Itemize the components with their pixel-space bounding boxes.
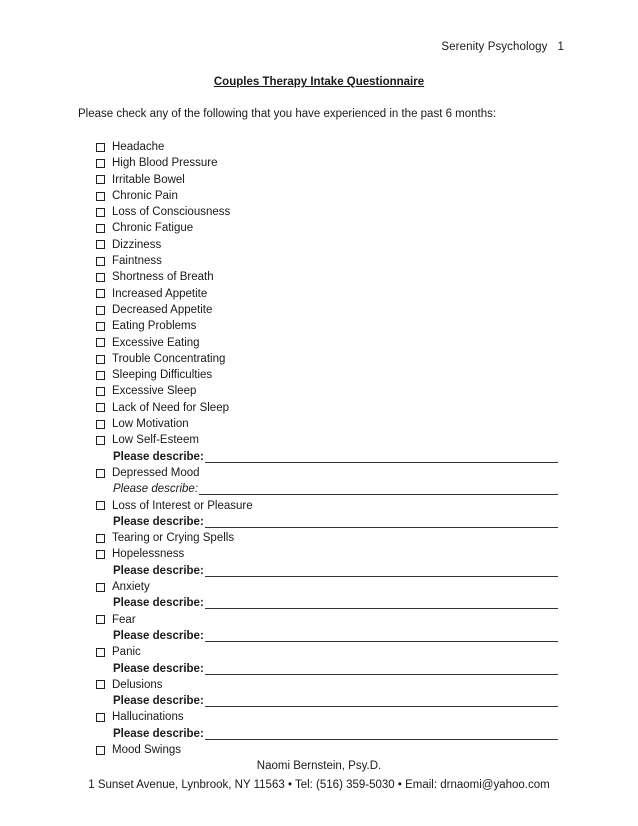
describe-label: Please describe: <box>113 450 204 463</box>
checklist-item <box>96 416 566 432</box>
checkbox[interactable] <box>96 469 105 478</box>
checkbox[interactable] <box>96 143 105 152</box>
checklist-item-label: Hopelessness <box>112 548 185 561</box>
describe-blank[interactable] <box>205 597 558 609</box>
describe-label: Please describe: <box>113 695 204 708</box>
checkbox[interactable] <box>96 208 105 217</box>
checklist-item-label: Fear <box>112 613 136 626</box>
footer <box>0 757 638 795</box>
describe-blank[interactable] <box>199 483 558 495</box>
checklist-item-label: Excessive Sleep <box>112 385 197 398</box>
checkbox[interactable] <box>96 648 105 657</box>
checkbox[interactable] <box>96 240 105 249</box>
checkbox[interactable] <box>96 159 105 168</box>
checklist-item <box>96 220 566 236</box>
checklist-item <box>96 400 566 416</box>
checkbox[interactable] <box>96 387 105 396</box>
checklist-item-label: Sleeping Difficulties <box>112 369 213 382</box>
checklist-item <box>96 139 566 155</box>
checklist-item-label: Lack of Need for Sleep <box>112 401 229 414</box>
checklist-item-label: Delusions <box>112 678 163 691</box>
describe-blank[interactable] <box>205 516 558 528</box>
checkbox[interactable] <box>96 338 105 347</box>
checklist-item-label: Increased Appetite <box>112 287 208 300</box>
checkbox[interactable] <box>96 224 105 233</box>
checkbox[interactable] <box>96 322 105 331</box>
symptom-checklist <box>96 139 566 758</box>
checklist-item-label: Dizziness <box>112 238 162 251</box>
describe-line <box>96 595 566 611</box>
header-org: Serenity Psychology <box>441 41 548 53</box>
checklist-item <box>96 546 566 562</box>
instructions-text: Please check any of the following that you have experienced in the past 6 months: <box>78 108 497 120</box>
checkbox[interactable] <box>96 289 105 298</box>
checklist-item-label: Depressed Mood <box>112 466 200 479</box>
describe-line <box>96 481 566 497</box>
checklist-item-label: Hallucinations <box>112 711 184 724</box>
checkbox[interactable] <box>96 534 105 543</box>
describe-label: Please describe: <box>113 564 204 577</box>
checklist-item-label: Faintness <box>112 255 162 268</box>
checklist-item-label: Tearing or Crying Spells <box>112 532 235 545</box>
describe-blank[interactable] <box>205 451 558 463</box>
checklist-item <box>96 286 566 302</box>
checklist-item <box>96 677 566 693</box>
checklist-item <box>96 612 566 628</box>
checklist-item-label: Shortness of Breath <box>112 271 214 284</box>
describe-label: Please describe: <box>113 483 199 496</box>
describe-label: Please describe: <box>113 727 204 740</box>
checklist-item-label: Irritable Bowel <box>112 173 185 186</box>
checklist-item <box>96 367 566 383</box>
describe-line <box>96 661 566 677</box>
checkbox[interactable] <box>96 550 105 559</box>
checklist-item-label: Low Motivation <box>112 418 189 431</box>
checklist-item <box>96 742 566 758</box>
describe-label: Please describe: <box>113 629 204 642</box>
checkbox[interactable] <box>96 192 105 201</box>
checklist-item <box>96 432 566 448</box>
checkbox[interactable] <box>96 501 105 510</box>
checkbox[interactable] <box>96 257 105 266</box>
running-header <box>441 41 564 53</box>
describe-label: Please describe: <box>113 515 204 528</box>
checklist-item <box>96 237 566 253</box>
checklist-item <box>96 383 566 399</box>
page-number: 1 <box>557 41 564 53</box>
checklist-item <box>96 709 566 725</box>
checklist-item <box>96 188 566 204</box>
checklist-item <box>96 335 566 351</box>
checkbox[interactable] <box>96 436 105 445</box>
checklist-item <box>96 269 566 285</box>
describe-label: Please describe: <box>113 662 204 675</box>
checklist-item-label: Excessive Eating <box>112 336 200 349</box>
describe-blank[interactable] <box>205 695 558 707</box>
checkbox[interactable] <box>96 306 105 315</box>
checkbox[interactable] <box>96 680 105 689</box>
checklist-item-label: Trouble Concentrating <box>112 352 226 365</box>
describe-line <box>96 563 566 579</box>
describe-blank[interactable] <box>205 630 558 642</box>
checklist-item-label: Chronic Fatigue <box>112 222 194 235</box>
checklist-item <box>96 302 566 318</box>
checklist-item-label: Eating Problems <box>112 320 197 333</box>
checklist-item <box>96 644 566 660</box>
checkbox[interactable] <box>96 371 105 380</box>
checkbox[interactable] <box>96 403 105 412</box>
checkbox[interactable] <box>96 273 105 282</box>
describe-blank[interactable] <box>205 728 558 740</box>
checkbox[interactable] <box>96 713 105 722</box>
checklist-item <box>96 465 566 481</box>
footer-contact: 1 Sunset Avenue, Lynbrook, NY 11563 • Tel: (516) 359-5030 • Email: drnaomi@yahoo.com <box>88 779 550 791</box>
describe-blank[interactable] <box>205 565 558 577</box>
checklist-item <box>96 351 566 367</box>
describe-blank[interactable] <box>205 663 558 675</box>
checklist-item <box>96 172 566 188</box>
checkbox[interactable] <box>96 746 105 755</box>
checklist-item-label: Panic <box>112 646 141 659</box>
checklist-item-label: Low Self-Esteem <box>112 434 199 447</box>
footer-name: Naomi Bernstein, Psy.D. <box>256 760 382 772</box>
checklist-item-label: Loss of Interest or Pleasure <box>112 499 253 512</box>
checklist-item-label: High Blood Pressure <box>112 157 218 170</box>
checklist-item-label: Mood Swings <box>112 743 182 756</box>
describe-line <box>96 514 566 530</box>
document-title: Couples Therapy Intake Questionnaire <box>213 76 425 88</box>
checklist-item <box>96 318 566 334</box>
checklist-item-label: Chronic Pain <box>112 189 178 202</box>
checklist-item <box>96 155 566 171</box>
checklist-item-label: Decreased Appetite <box>112 303 213 316</box>
checklist-item <box>96 204 566 220</box>
checklist-item-label: Headache <box>112 141 165 153</box>
describe-line <box>96 628 566 644</box>
checkbox[interactable] <box>96 355 105 364</box>
describe-label: Please describe: <box>113 597 204 610</box>
checklist-item-label: Loss of Consciousness <box>112 206 231 219</box>
checkbox[interactable] <box>96 175 105 184</box>
checklist-item-label: Anxiety <box>112 581 150 594</box>
checkbox[interactable] <box>96 583 105 592</box>
checkbox[interactable] <box>96 615 105 624</box>
checklist-item <box>96 530 566 546</box>
describe-line <box>96 726 566 742</box>
checklist-item <box>96 579 566 595</box>
checklist-item <box>96 253 566 269</box>
checkbox[interactable] <box>96 420 105 429</box>
describe-line <box>96 449 566 465</box>
describe-line <box>96 693 566 709</box>
checklist-item <box>96 498 566 514</box>
